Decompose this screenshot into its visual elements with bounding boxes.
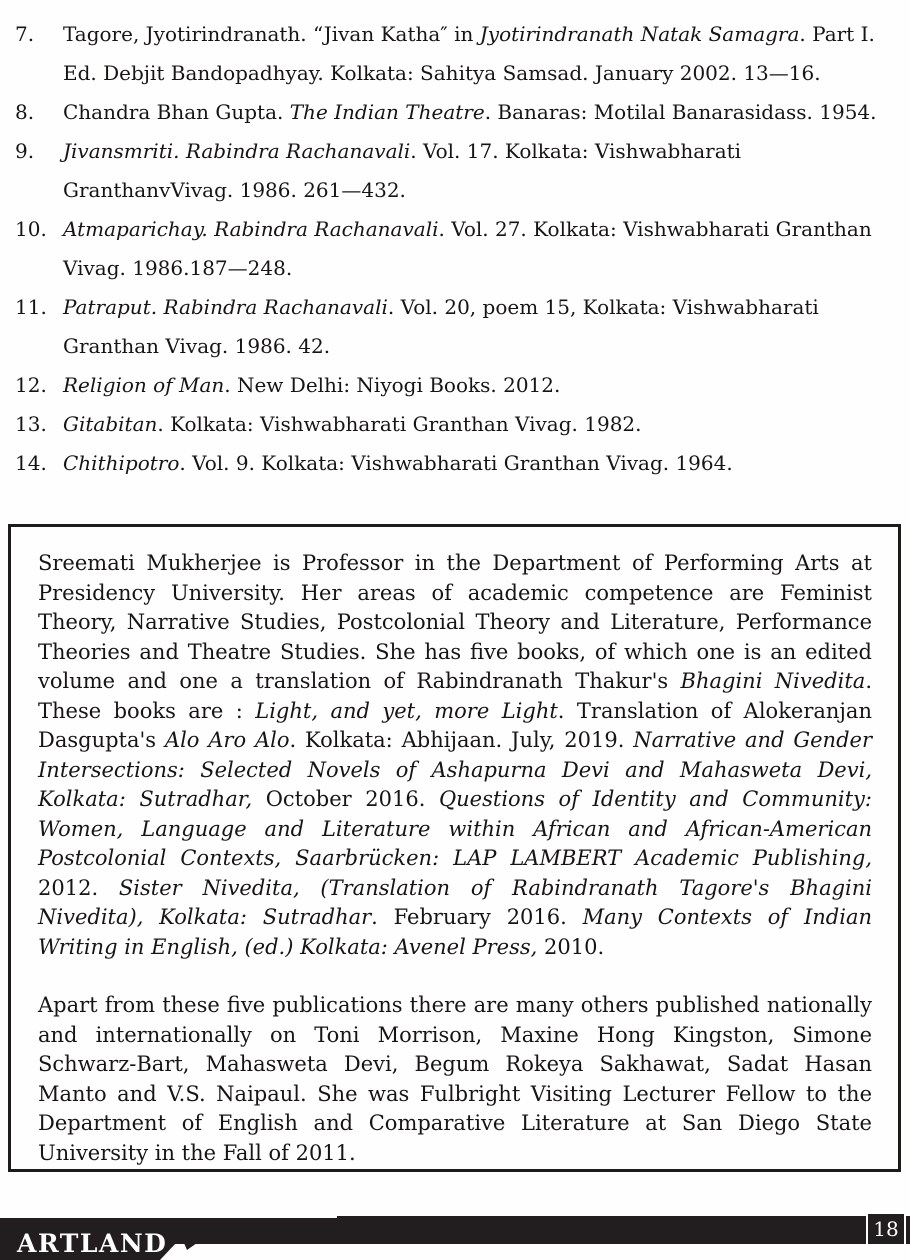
italic-text-segment: Questions of Identity and Community: Women, Language and Literature within African and African-American Postcolonial Contexts, Saarbrücken: LAP LAMBERT Academic Publishing, [38, 787, 872, 870]
page-number-badge [866, 1212, 906, 1246]
italic-text-segment: Jyotirindranath Natak Samagra [479, 22, 800, 46]
reference-item [15, 132, 883, 210]
italic-text-segment: Narrative and Gender Intersections: Selected Novels of Ashapurna Devi and Mahasweta Devi, Kolkata: Sutradhar, [38, 728, 872, 811]
italic-text-segment: Alo Aro Alo [164, 728, 290, 752]
italic-text-segment: Light, and yet, more Light [255, 698, 558, 723]
text-segment: . Kolkata: Vishwabharati Granthan Vivag. 1982. [157, 412, 642, 436]
italic-text-segment: Gitabitan [63, 412, 158, 436]
reference-number: 7. [15, 22, 35, 46]
reference-number: 8. [15, 100, 35, 124]
page-number: 18 [873, 1217, 899, 1241]
bio-paragraph [38, 549, 872, 962]
italic-text-segment: Chithipotro [63, 451, 180, 475]
text-segment: . Vol. 9. Kolkata: Vishwabharati Granthan Vivag. 1964. [179, 451, 733, 475]
italic-text-segment: Atmaparichay. Rabindra Rachanavali [63, 217, 439, 241]
text-segment: . Vol. 27. Kolkata: Vishwabharati Granthan Vivag. 1986.187—248. [63, 217, 872, 280]
italic-text-segment: Jivansmriti. Rabindra Rachanavali [63, 139, 411, 163]
bio-box [8, 524, 901, 1172]
text-segment: October 2016. [252, 787, 439, 811]
reference-number: 14. [15, 451, 47, 475]
reference-item [15, 366, 883, 405]
reference-text [63, 373, 560, 397]
text-segment: . New Delhi: Niyogi Books. 2012. [224, 373, 561, 397]
text-segment: Apart from these five publications there are many others published nationally and internationally on Toni Morrison, Maxine Hong Kingston, Simone Schwarz-Bart, Mahasweta Devi, Begum Rokeya Sakhawat, Sadat Hasan Manto and V.S. Naipaul. She was Fulbright Visiting Lecturer Fellow to the Department of English and Comparative Literature at San Diego State University in the Fall of 2011. [38, 993, 872, 1165]
italic-text-segment: Religion of Man [63, 373, 225, 397]
reference-number: 12. [15, 373, 47, 397]
reference-text [63, 22, 875, 85]
reference-number: 9. [15, 139, 35, 163]
reference-item [15, 288, 883, 366]
text-segment: . Vol. 17. Kolkata: Vishwabharati GranthanvVivag. 1986. 261—432. [63, 139, 742, 202]
text-segment: . Vol. 20, poem 15, Kolkata: Vishwabharati Granthan Vivag. 1986. 42. [63, 295, 819, 358]
text-segment: . These books are : [38, 669, 872, 723]
text-segment: 2012. [38, 875, 119, 900]
reference-number: 10. [15, 217, 47, 241]
reference-number: 13. [15, 412, 47, 436]
bio-paragraph [38, 991, 872, 1168]
italic-text-segment: Patraput. Rabindra Rachanavali [63, 295, 388, 319]
reference-text [63, 451, 733, 475]
reference-item [15, 405, 883, 444]
reference-text [63, 295, 819, 358]
reference-text [63, 217, 872, 280]
text-segment: . Kolkata: Abhijaan. July, 2019. [289, 728, 634, 752]
text-segment: Chandra Bhan Gupta. [63, 100, 290, 124]
text-segment: Tagore, Jyotirindranath. “Jivan Katha″ in [63, 22, 480, 46]
reference-text [63, 100, 877, 124]
reference-text [63, 139, 741, 202]
text-segment: . February 2016. [371, 905, 583, 929]
reference-item [15, 210, 883, 288]
reference-item [15, 93, 883, 132]
reference-item [15, 444, 883, 483]
text-segment: 2010. [537, 934, 605, 959]
text-segment: . Translation of Alokeranjan Dasgupta's [38, 698, 872, 752]
references-list [15, 15, 883, 483]
text-segment: . Part I. Ed. Debjit Bandopadhyay. Kolkata: Sahitya Samsad. January 2002. 13—16. [63, 22, 875, 85]
reference-text [63, 412, 642, 436]
reference-item [15, 15, 883, 93]
italic-text-segment: Many Contexts of Indian Writing in English, (ed.) Kolkata: Avenel Press, [38, 905, 872, 959]
italic-text-segment: The Indian Theatre [289, 100, 485, 124]
italic-text-segment: Bhagini Nivedita [680, 669, 866, 693]
text-segment: . Banaras: Motilal Banarasidass. 1954. [484, 100, 877, 124]
reference-number: 11. [15, 295, 47, 319]
text-segment: Sreemati Mukherjee is Professor in the Department of Performing Arts at Presidency University. Her areas of academic competence are Feminist Theory, Narrative Studies, Postcolonial Theory and Literature, Performance Theories and Theatre Studies. She has five books, of which one is an edited volume and one a translation of Rabindranath Thakur's [38, 551, 872, 693]
brand-logo: ARTLAND [17, 1229, 168, 1258]
italic-text-segment: Sister Nivedita, (Translation of Rabindranath Tagore's Bhagini Nivedita), Kolkata: Sutradhar [38, 875, 872, 929]
